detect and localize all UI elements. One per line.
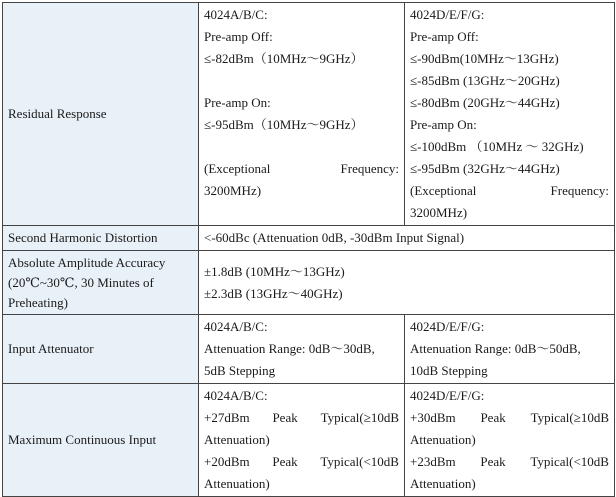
peak-level: +23dBm xyxy=(410,454,456,469)
row-second-harmonic xyxy=(3,226,615,251)
max-continuous-input-defg xyxy=(405,384,615,497)
peak-level: +30dBm xyxy=(410,410,456,425)
preamp-off-value-1: ≤-90dBm(10MHz～13GHz) xyxy=(410,51,559,66)
spacer xyxy=(204,70,399,92)
input-attenuator-abc xyxy=(199,315,405,384)
amplitude-accuracy-value xyxy=(199,251,615,315)
input-attenuator-defg xyxy=(405,315,615,384)
peak-level: +20dBm xyxy=(204,454,250,469)
second-harmonic-value xyxy=(199,226,615,251)
amplitude-accuracy-value-2: ±2.3dB (13GHz～40GHz) xyxy=(204,285,343,301)
frequency-word: Frequency: xyxy=(550,183,609,198)
model-abc: 4024A/B/C: xyxy=(204,388,268,403)
residual-response-abc xyxy=(199,3,405,226)
second-harmonic-label xyxy=(3,226,199,251)
preamp-off-label: Pre-amp Off: xyxy=(410,29,479,44)
preamp-on-label: Pre-amp On: xyxy=(410,117,477,132)
row-amplitude-accuracy xyxy=(3,251,615,315)
row-residual-response xyxy=(3,3,615,226)
spacer xyxy=(204,136,399,158)
exceptional-frequency xyxy=(204,158,399,180)
input-attenuator-label-text: Input Attenuator xyxy=(8,341,94,356)
model-defg: 4024D/E/F/G: xyxy=(410,7,485,22)
preamp-off-label: Pre-amp Off: xyxy=(204,29,273,44)
attenuation-word: Attenuation) xyxy=(204,432,270,447)
model-defg: 4024D/E/F/G: xyxy=(410,319,485,334)
preamp-on-value-1: ≤-100dBm （10MHz ～ 32GHz) xyxy=(410,139,584,154)
typical-condition: Typical(≥10dB xyxy=(320,410,399,425)
spec-table xyxy=(2,2,615,497)
exceptional-value: 3200MHz) xyxy=(204,183,262,198)
max-continuous-input-abc xyxy=(199,384,405,497)
amplitude-accuracy-label-1: Absolute Amplitude Accuracy xyxy=(8,254,166,270)
amplitude-accuracy-label-2: (20℃~30℃, 30 Minutes of xyxy=(8,274,154,290)
attenuation-stepping-abc: 5dB Stepping xyxy=(204,363,276,378)
preamp-on-value: ≤-95dBm（10MHz～9GHz） xyxy=(204,117,364,132)
attenuation-word: Attenuation) xyxy=(410,432,476,447)
typical-condition: Typical(<10dB xyxy=(320,454,399,469)
max-continuous-input-label-text: Maximum Continuous Input xyxy=(8,432,157,447)
typical-condition: Typical(<10dB xyxy=(530,454,609,469)
row-max-continuous-input xyxy=(3,384,615,497)
residual-response-defg xyxy=(405,3,615,226)
peak-typical-low-abc xyxy=(204,451,399,473)
attenuation-range-defg: Attenuation Range: 0dB～50dB, xyxy=(410,341,581,356)
amplitude-accuracy-value-1: ±1.8dB (10MHz～13GHz) xyxy=(204,263,345,279)
model-abc: 4024A/B/C: xyxy=(204,319,268,334)
peak-typical-low-defg xyxy=(410,451,609,473)
attenuation-word: Attenuation) xyxy=(410,476,476,491)
max-continuous-input-label xyxy=(3,384,199,497)
exceptional-word: (Exceptional xyxy=(410,183,477,198)
preamp-off-value: ≤-82dBm（10MHz～9GHz） xyxy=(204,51,364,66)
peak-word: Peak xyxy=(480,410,506,425)
exceptional-frequency xyxy=(410,180,609,202)
typical-condition: Typical(≥10dB xyxy=(530,410,609,425)
peak-word: Peak xyxy=(272,410,298,425)
second-harmonic-label-text: Second Harmonic Distortion xyxy=(8,230,158,245)
peak-typical-high-abc xyxy=(204,407,399,429)
frequency-word: Frequency: xyxy=(340,161,399,176)
exceptional-value: 3200MHz) xyxy=(410,205,468,220)
exceptional-word: (Exceptional xyxy=(204,161,271,176)
preamp-on-label: Pre-amp On: xyxy=(204,95,271,110)
preamp-on-value-2: ≤-95dBm (32GHz～44GHz) xyxy=(410,161,560,176)
row-input-attenuator xyxy=(3,315,615,384)
model-abc: 4024A/B/C: xyxy=(204,7,268,22)
model-defg: 4024D/E/F/G: xyxy=(410,388,485,403)
attenuation-word: Attenuation) xyxy=(204,476,270,491)
peak-level: +27dBm xyxy=(204,410,250,425)
peak-typical-high-defg xyxy=(410,407,609,429)
peak-word: Peak xyxy=(272,454,298,469)
peak-word: Peak xyxy=(480,454,506,469)
attenuation-stepping-defg: 10dB Stepping xyxy=(410,363,488,378)
second-harmonic-value-text: <-60dBc (Attenuation 0dB, -30dBm Input Signal) xyxy=(204,230,465,245)
preamp-off-value-3: ≤-80dBm (20GHz～44GHz) xyxy=(410,95,560,110)
preamp-off-value-2: ≤-85dBm (13GHz～20GHz) xyxy=(410,73,560,88)
amplitude-accuracy-label xyxy=(3,251,199,315)
attenuation-range-abc: Attenuation Range: 0dB～30dB, xyxy=(204,341,375,356)
residual-response-label-text: Residual Response xyxy=(8,106,107,121)
amplitude-accuracy-label-3: Preheating) xyxy=(8,294,68,310)
input-attenuator-label xyxy=(3,315,199,384)
residual-response-label xyxy=(3,3,199,226)
